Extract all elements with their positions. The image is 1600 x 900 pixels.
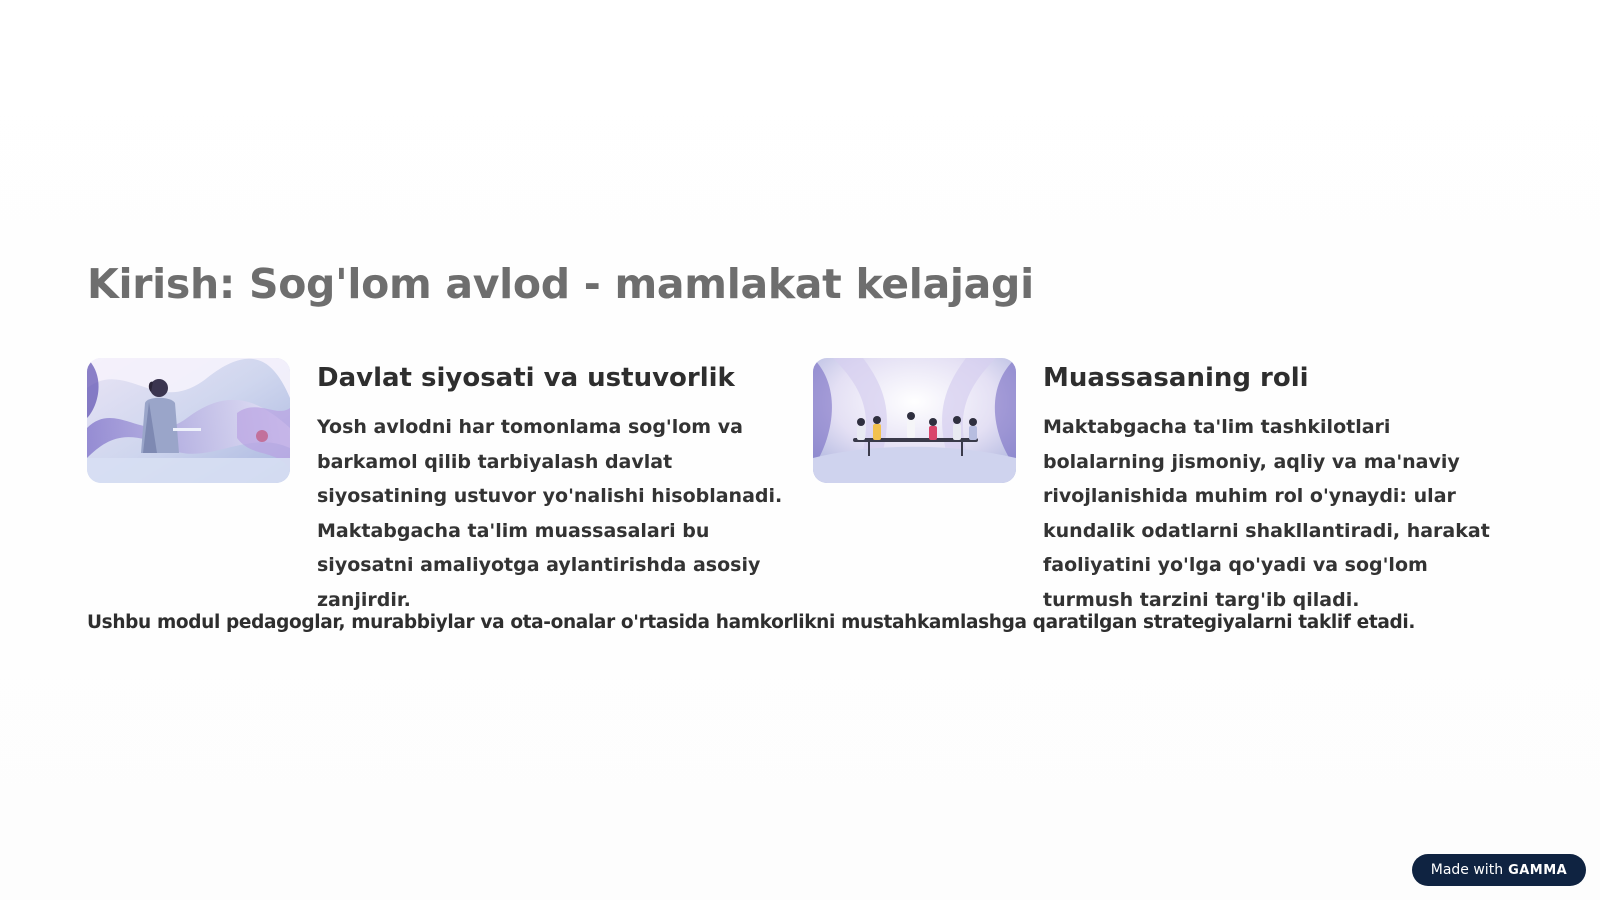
module-summary-text: Ushbu modul pedagoglar, murabbiylar va ota-onalar o'rtasida hamkorlikni mustahkamlashga qaratilgan strategiyalarni taklif etadi. — [87, 612, 1416, 633]
card-title: Davlat siyosati va ustuvorlik — [317, 363, 735, 393]
slide-title: Kirish: Sog'lom avlod - mamlakat kelajagi — [87, 260, 1034, 308]
made-with-gamma-badge[interactable] — [1412, 854, 1586, 886]
card-title: Muassasaning roli — [1043, 363, 1309, 393]
card-state-policy-text — [317, 358, 787, 617]
card-institution-role-text — [1043, 358, 1513, 617]
badge-prefix: Made with — [1430, 862, 1504, 878]
meeting-table-illustration-icon — [813, 358, 1016, 483]
gamma-logo-text: GAMMA — [1508, 862, 1568, 878]
card-body: Yosh avlodni har tomonlama sog'lom va barkamol qilib tarbiyalash davlat siyosatining ustuvor yo'nalishi hisoblanadi. Maktabgacha ta'lim muassasalari bu siyosatni amaliyotga aylantirishda asosiy zanjirdir. — [317, 416, 783, 611]
presenter-illustration-icon — [87, 358, 290, 483]
card-body: Maktabgacha ta'lim tashkilotlari bolalarning jismoniy, aqliy va ma'naviy rivojlanishida muhim rol o'ynaydi: ular kundalik odatlarni shakllantiradi, harakat faoliyatini yo'lga qo'yadi va sog'lom turmush tarzini targ'ib qiladi. — [1043, 416, 1490, 611]
